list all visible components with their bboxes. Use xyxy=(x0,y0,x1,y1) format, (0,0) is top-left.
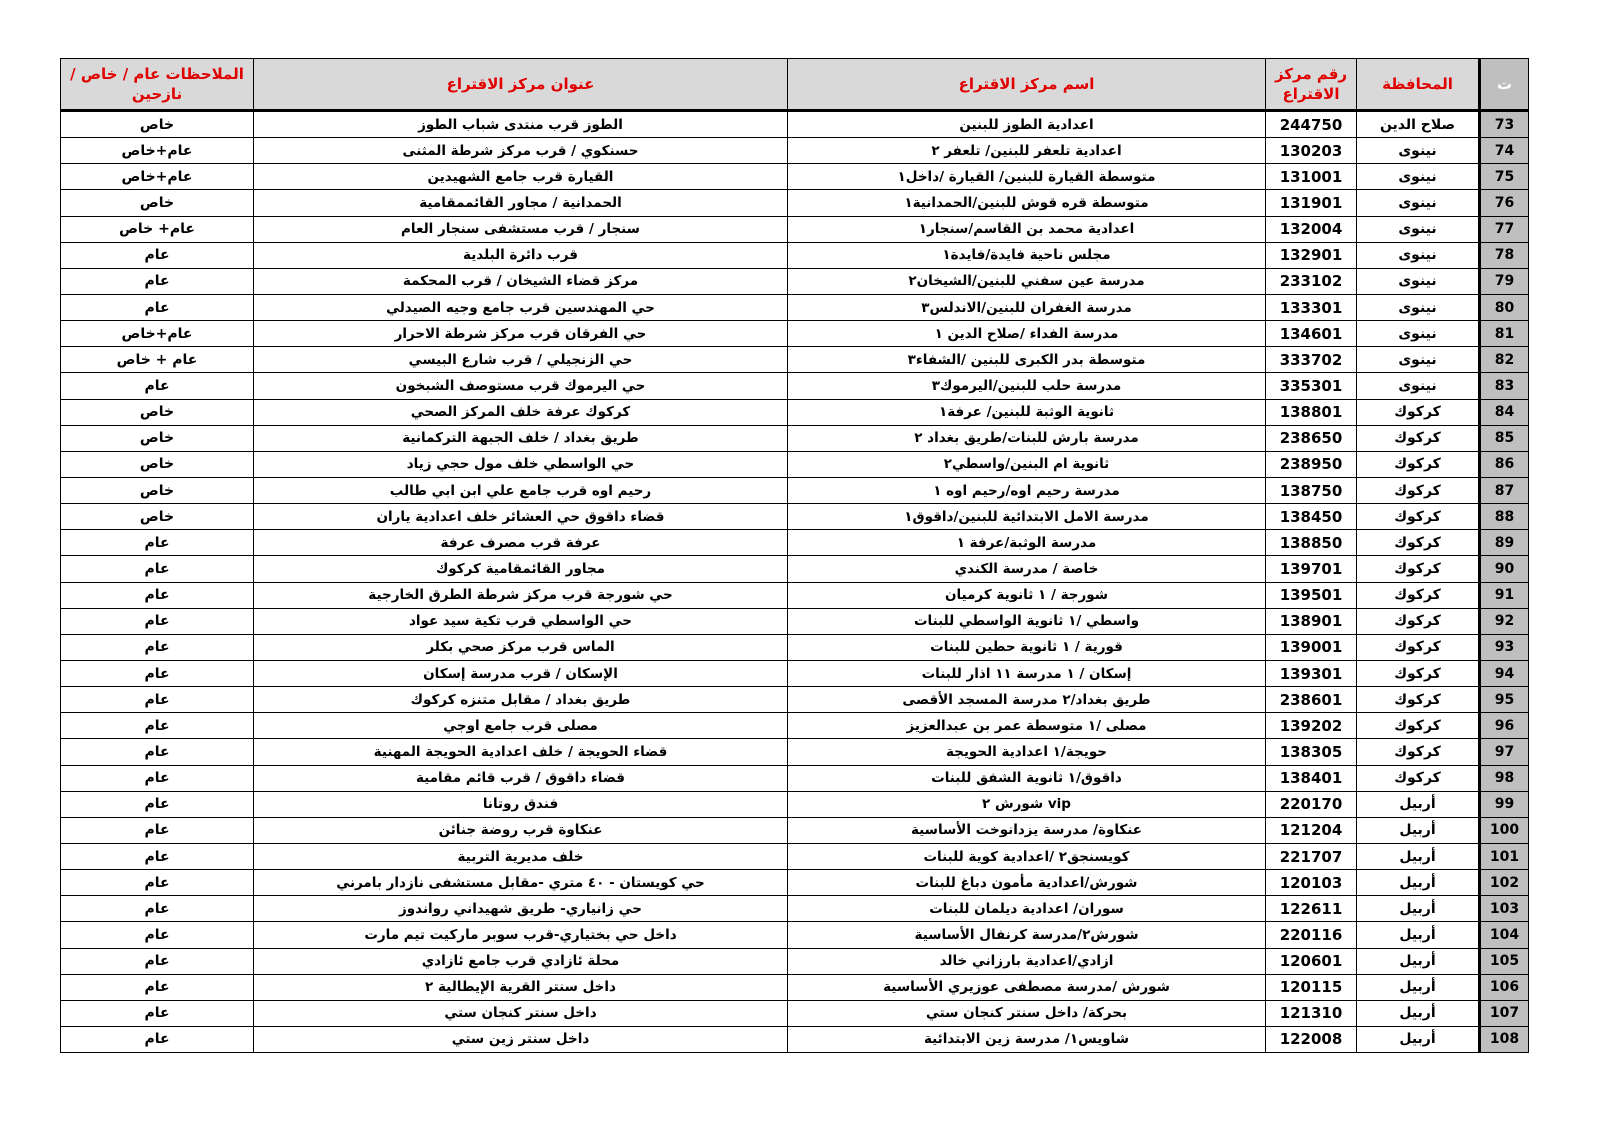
governorate-cell: كركوك xyxy=(1357,451,1480,477)
center-code-cell: 131901 xyxy=(1266,190,1357,216)
governorate-cell: أربيل xyxy=(1357,870,1480,896)
governorate-cell: أربيل xyxy=(1357,974,1480,1000)
row-index: 75 xyxy=(1480,164,1529,190)
center-code-cell: 120601 xyxy=(1266,948,1357,974)
governorate-cell: نينوى xyxy=(1357,321,1480,347)
notes-cell: عام xyxy=(61,896,254,922)
center-code-cell: 333702 xyxy=(1266,347,1357,373)
row-index: 95 xyxy=(1480,687,1529,713)
center-name-cell: ثانوية الوثبة للبنين/ عرفة١ xyxy=(788,399,1266,425)
center-address-cell: الطوز قرب منتدى شباب الطوز xyxy=(254,111,788,138)
table-row xyxy=(61,1000,1529,1026)
header-center-address: عنوان مركز الاقتراع xyxy=(254,59,788,111)
governorate-cell: كركوك xyxy=(1357,530,1480,556)
notes-cell: عام xyxy=(61,242,254,268)
notes-cell: خاص xyxy=(61,111,254,138)
center-name-cell: مدرسة بارش للبنات/طريق بغداد ٢ xyxy=(788,425,1266,451)
center-code-cell: 138750 xyxy=(1266,477,1357,503)
center-name-cell: اعدادية تلعفر للبنين/ تلعفر ٢ xyxy=(788,138,1266,164)
center-name-cell: شورش/اعدادية مأمون دباغ للبنات xyxy=(788,870,1266,896)
row-index: 86 xyxy=(1480,451,1529,477)
table-row xyxy=(61,530,1529,556)
center-name-cell: مدرسة الغفران للبنين/الاندلس٣ xyxy=(788,294,1266,320)
center-address-cell: مجاور القائمقامية كركوك xyxy=(254,556,788,582)
center-code-cell: 220170 xyxy=(1266,791,1357,817)
table-row xyxy=(61,477,1529,503)
row-index: 104 xyxy=(1480,922,1529,948)
notes-cell: عام xyxy=(61,791,254,817)
table-row xyxy=(61,373,1529,399)
center-code-cell: 121204 xyxy=(1266,817,1357,843)
center-address-cell: فندق روتانا xyxy=(254,791,788,817)
row-index: 73 xyxy=(1480,111,1529,138)
row-index: 83 xyxy=(1480,373,1529,399)
row-index: 87 xyxy=(1480,477,1529,503)
table-row xyxy=(61,660,1529,686)
notes-cell: عام+خاص xyxy=(61,321,254,347)
governorate-cell: أربيل xyxy=(1357,896,1480,922)
center-address-cell: حي كويستان - ٤٠ متري -مقابل مستشفى نازدار بامرني xyxy=(254,870,788,896)
governorate-cell: أربيل xyxy=(1357,1000,1480,1026)
center-address-cell: الحمدانية / مجاور القائممقامية xyxy=(254,190,788,216)
center-code-cell: 120103 xyxy=(1266,870,1357,896)
row-index: 98 xyxy=(1480,765,1529,791)
governorate-cell: كركوك xyxy=(1357,582,1480,608)
notes-cell: عام xyxy=(61,1026,254,1052)
governorate-cell: نينوى xyxy=(1357,242,1480,268)
notes-cell: عام xyxy=(61,687,254,713)
row-index: 93 xyxy=(1480,634,1529,660)
row-index: 76 xyxy=(1480,190,1529,216)
notes-cell: خاص xyxy=(61,504,254,530)
center-name-cell: مدرسة الامل الابتدائية للبنين/داقوق١ xyxy=(788,504,1266,530)
center-code-cell: 335301 xyxy=(1266,373,1357,399)
notes-cell: عام xyxy=(61,373,254,399)
center-code-cell: 233102 xyxy=(1266,268,1357,294)
center-name-cell: سوران/ اعدادية ديلمان للبنات xyxy=(788,896,1266,922)
center-code-cell: 133301 xyxy=(1266,294,1357,320)
row-index: 89 xyxy=(1480,530,1529,556)
center-code-cell: 130203 xyxy=(1266,138,1357,164)
table-row xyxy=(61,739,1529,765)
center-code-cell: 139301 xyxy=(1266,660,1357,686)
center-address-cell: عرفة قرب مصرف عرفة xyxy=(254,530,788,556)
center-code-cell: 132901 xyxy=(1266,242,1357,268)
governorate-cell: أربيل xyxy=(1357,843,1480,869)
center-code-cell: 120115 xyxy=(1266,974,1357,1000)
center-code-cell: 139701 xyxy=(1266,556,1357,582)
notes-cell: عام xyxy=(61,974,254,1000)
governorate-cell: نينوى xyxy=(1357,164,1480,190)
header-center-name: اسم مركز الاقتراع xyxy=(788,59,1266,111)
table-body xyxy=(61,111,1529,1053)
row-index: 94 xyxy=(1480,660,1529,686)
table-row xyxy=(61,268,1529,294)
center-address-cell: سنجار / قرب مستشفى سنجار العام xyxy=(254,216,788,242)
notes-cell: عام xyxy=(61,268,254,294)
header-center-code: رقم مركز الاقتراع xyxy=(1266,59,1357,111)
governorate-cell: نينوى xyxy=(1357,373,1480,399)
notes-cell: عام xyxy=(61,817,254,843)
center-code-cell: 139202 xyxy=(1266,713,1357,739)
center-name-cell: مجلس ناحية فايدة/فايدة١ xyxy=(788,242,1266,268)
table-row xyxy=(61,425,1529,451)
table-row xyxy=(61,111,1529,138)
table-row xyxy=(61,347,1529,373)
row-index: 101 xyxy=(1480,843,1529,869)
row-index: 78 xyxy=(1480,242,1529,268)
notes-cell: عام xyxy=(61,556,254,582)
center-code-cell: 138801 xyxy=(1266,399,1357,425)
governorate-cell: كركوك xyxy=(1357,425,1480,451)
center-address-cell: حي شورجة قرب مركز شرطة الطرق الخارجية xyxy=(254,582,788,608)
center-code-cell: 138401 xyxy=(1266,765,1357,791)
center-code-cell: 139501 xyxy=(1266,582,1357,608)
center-address-cell: قضاء الحويجة / خلف اعدادية الحويجة المهنية xyxy=(254,739,788,765)
governorate-cell: كركوك xyxy=(1357,739,1480,765)
center-name-cell: كويسنجق٢ /اعدادية كوية للبنات xyxy=(788,843,1266,869)
governorate-cell: كركوك xyxy=(1357,504,1480,530)
center-code-cell: 121310 xyxy=(1266,1000,1357,1026)
center-name-cell: مدرسة رحيم اوه/رحيم اوه ١ xyxy=(788,477,1266,503)
notes-cell: عام xyxy=(61,739,254,765)
row-index: 85 xyxy=(1480,425,1529,451)
notes-cell: عام xyxy=(61,530,254,556)
governorate-cell: نينوى xyxy=(1357,216,1480,242)
table-row xyxy=(61,765,1529,791)
governorate-cell: نينوى xyxy=(1357,294,1480,320)
table-row xyxy=(61,556,1529,582)
table-row xyxy=(61,216,1529,242)
center-address-cell: عنكاوة قرب روضة جنائن xyxy=(254,817,788,843)
table-row xyxy=(61,791,1529,817)
governorate-cell: أربيل xyxy=(1357,791,1480,817)
governorate-cell: كركوك xyxy=(1357,556,1480,582)
center-name-cell: مدرسة الفداء /صلاح الدين ١ xyxy=(788,321,1266,347)
center-code-cell: 138305 xyxy=(1266,739,1357,765)
center-address-cell: حي الواسطي قرب تكية سيد عواد xyxy=(254,608,788,634)
notes-cell: عام xyxy=(61,634,254,660)
center-name-cell: طريق بغداد/٢ مدرسة المسجد الأقصى xyxy=(788,687,1266,713)
center-code-cell: 244750 xyxy=(1266,111,1357,138)
center-address-cell: قرب دائرة البلدية xyxy=(254,242,788,268)
governorate-cell: كركوك xyxy=(1357,765,1480,791)
table-row xyxy=(61,948,1529,974)
row-index: 97 xyxy=(1480,739,1529,765)
table-row xyxy=(61,817,1529,843)
governorate-cell: كركوك xyxy=(1357,713,1480,739)
governorate-cell: كركوك xyxy=(1357,634,1480,660)
notes-cell: خاص xyxy=(61,399,254,425)
governorate-cell: كركوك xyxy=(1357,399,1480,425)
center-name-cell: ثانوية ام البنين/واسطي٢ xyxy=(788,451,1266,477)
governorate-cell: نينوى xyxy=(1357,190,1480,216)
center-name-cell: شورش /مدرسة مصطفى عوزيري الأساسية xyxy=(788,974,1266,1000)
table-header xyxy=(61,59,1529,111)
center-address-cell: حي الواسطي خلف مول حجي زياد xyxy=(254,451,788,477)
table-row xyxy=(61,687,1529,713)
notes-cell: عام+ خاص xyxy=(61,216,254,242)
governorate-cell: أربيل xyxy=(1357,922,1480,948)
center-name-cell: شاويس١/ مدرسة زين الابتدائية xyxy=(788,1026,1266,1052)
center-address-cell: داخل سنتر زين ستي xyxy=(254,1026,788,1052)
notes-cell: عام xyxy=(61,843,254,869)
center-address-cell: داخل سنتر القرية الإيطالية ٢ xyxy=(254,974,788,1000)
table-row xyxy=(61,451,1529,477)
center-code-cell: 138850 xyxy=(1266,530,1357,556)
center-code-cell: 122611 xyxy=(1266,896,1357,922)
notes-cell: عام xyxy=(61,608,254,634)
table-row xyxy=(61,634,1529,660)
row-index: 106 xyxy=(1480,974,1529,1000)
center-name-cell: شورجة / ١ ثانوية كرميان xyxy=(788,582,1266,608)
row-index: 80 xyxy=(1480,294,1529,320)
center-name-cell: واسطي /١ ثانوية الواسطي للبنات xyxy=(788,608,1266,634)
center-address-cell: داخل سنتر كنجان ستي xyxy=(254,1000,788,1026)
governorate-cell: كركوك xyxy=(1357,477,1480,503)
table-row xyxy=(61,843,1529,869)
center-address-cell: حي زانياري- طريق شهيداني رواندوز xyxy=(254,896,788,922)
center-name-cell: اعدادية الطوز للبنين xyxy=(788,111,1266,138)
center-name-cell: متوسطة قره قوش للبنين/الحمدانية١ xyxy=(788,190,1266,216)
notes-cell: عام xyxy=(61,870,254,896)
notes-cell: عام xyxy=(61,765,254,791)
center-code-cell: 122008 xyxy=(1266,1026,1357,1052)
center-code-cell: 134601 xyxy=(1266,321,1357,347)
center-code-cell: 221707 xyxy=(1266,843,1357,869)
notes-cell: عام xyxy=(61,948,254,974)
center-name-cell: vip شورش ٢ xyxy=(788,791,1266,817)
center-code-cell: 220116 xyxy=(1266,922,1357,948)
center-name-cell: مدرسة الوثبة/عرفة ١ xyxy=(788,530,1266,556)
table-row xyxy=(61,870,1529,896)
row-index: 74 xyxy=(1480,138,1529,164)
center-code-cell: 238950 xyxy=(1266,451,1357,477)
row-index: 96 xyxy=(1480,713,1529,739)
notes-cell: خاص xyxy=(61,451,254,477)
notes-cell: خاص xyxy=(61,190,254,216)
center-address-cell: طريق بغداد / مقابل متنزه كركوك xyxy=(254,687,788,713)
row-index: 84 xyxy=(1480,399,1529,425)
center-code-cell: 131001 xyxy=(1266,164,1357,190)
center-name-cell: مدرسة عين سفني للبنين/الشيخان٢ xyxy=(788,268,1266,294)
table-row xyxy=(61,190,1529,216)
center-code-cell: 138450 xyxy=(1266,504,1357,530)
header-row xyxy=(61,59,1529,111)
table-row xyxy=(61,896,1529,922)
center-code-cell: 139001 xyxy=(1266,634,1357,660)
center-code-cell: 238601 xyxy=(1266,687,1357,713)
center-address-cell: مصلى قرب جامع اوجي xyxy=(254,713,788,739)
center-name-cell: داقوق/١ ثانوية الشفق للبنات xyxy=(788,765,1266,791)
table-row xyxy=(61,294,1529,320)
center-address-cell: طريق بغداد / خلف الجبهة التركمانية xyxy=(254,425,788,451)
notes-cell: عام xyxy=(61,922,254,948)
center-address-cell: قضاء داقوق حي العشائر خلف اعدادية ياران xyxy=(254,504,788,530)
header-governorate: المحافظة xyxy=(1357,59,1480,111)
table-row xyxy=(61,922,1529,948)
table-row xyxy=(61,608,1529,634)
row-index: 102 xyxy=(1480,870,1529,896)
notes-cell: عام + خاص xyxy=(61,347,254,373)
row-index: 88 xyxy=(1480,504,1529,530)
table-row xyxy=(61,242,1529,268)
notes-cell: عام xyxy=(61,660,254,686)
governorate-cell: صلاح الدين xyxy=(1357,111,1480,138)
notes-cell: عام+خاص xyxy=(61,164,254,190)
row-index: 92 xyxy=(1480,608,1529,634)
row-index: 77 xyxy=(1480,216,1529,242)
notes-cell: عام+خاص xyxy=(61,138,254,164)
center-name-cell: عنكاوة/ مدرسة يزدانوخت الأساسية xyxy=(788,817,1266,843)
center-name-cell: حويجة/١ اعدادية الحويجة xyxy=(788,739,1266,765)
table-row xyxy=(61,582,1529,608)
center-address-cell: قضاء داقوق / قرب قائم مقامية xyxy=(254,765,788,791)
header-notes: الملاحظات عام / خاص / نازحين xyxy=(61,59,254,111)
row-index: 107 xyxy=(1480,1000,1529,1026)
center-code-cell: 238650 xyxy=(1266,425,1357,451)
center-address-cell: خلف مديرية التربية xyxy=(254,843,788,869)
governorate-cell: نينوى xyxy=(1357,138,1480,164)
center-address-cell: القيارة قرب جامع الشهيدين xyxy=(254,164,788,190)
center-address-cell: حي المهندسين قرب جامع وجيه الصيدلي xyxy=(254,294,788,320)
center-address-cell: داخل حي بختياري-قرب سوبر ماركيت تيم مارت xyxy=(254,922,788,948)
table-row xyxy=(61,321,1529,347)
center-name-cell: شورش٢/مدرسة كرنفال الأساسية xyxy=(788,922,1266,948)
center-code-cell: 138901 xyxy=(1266,608,1357,634)
table-row xyxy=(61,138,1529,164)
polling-centers-table xyxy=(60,58,1529,1053)
notes-cell: عام xyxy=(61,713,254,739)
center-address-cell: حسنكوي / قرب مركز شرطة المثنى xyxy=(254,138,788,164)
table-row xyxy=(61,713,1529,739)
row-index: 103 xyxy=(1480,896,1529,922)
center-name-cell: اعدادية محمد بن القاسم/سنجار١ xyxy=(788,216,1266,242)
notes-cell: عام xyxy=(61,1000,254,1026)
center-address-cell: محلة ئازادي قرب جامع ئازادي xyxy=(254,948,788,974)
governorate-cell: كركوك xyxy=(1357,608,1480,634)
center-address-cell: حي الزنجيلي / قرب شارع البيسي xyxy=(254,347,788,373)
row-index: 99 xyxy=(1480,791,1529,817)
center-name-cell: مدرسة حلب للبنين/اليرموك٣ xyxy=(788,373,1266,399)
row-index: 108 xyxy=(1480,1026,1529,1052)
row-index: 90 xyxy=(1480,556,1529,582)
table-row xyxy=(61,399,1529,425)
table-row xyxy=(61,974,1529,1000)
center-address-cell: مركز قضاء الشيخان / قرب المحكمة xyxy=(254,268,788,294)
notes-cell: عام xyxy=(61,582,254,608)
header-index: ت xyxy=(1480,59,1529,111)
center-name-cell: متوسطة القيارة للبنين/ القيارة /داخل١ xyxy=(788,164,1266,190)
center-name-cell: بحركة/ داخل سنتر كنجان ستي xyxy=(788,1000,1266,1026)
table-row xyxy=(61,1026,1529,1052)
center-name-cell: مصلى /١ متوسطة عمر بن عبدالعزيز xyxy=(788,713,1266,739)
row-index: 105 xyxy=(1480,948,1529,974)
center-address-cell: كركوك عرفة خلف المركز الصحي xyxy=(254,399,788,425)
center-address-cell: الماس قرب مركز صحي بكلر xyxy=(254,634,788,660)
center-name-cell: إسكان / ١ مدرسة ١١ اذار للبنات xyxy=(788,660,1266,686)
center-name-cell: متوسطة بدر الكبرى للبنين /الشفاء٣ xyxy=(788,347,1266,373)
notes-cell: عام xyxy=(61,294,254,320)
center-address-cell: الإسكان / قرب مدرسة إسكان xyxy=(254,660,788,686)
row-index: 82 xyxy=(1480,347,1529,373)
governorate-cell: كركوك xyxy=(1357,660,1480,686)
row-index: 91 xyxy=(1480,582,1529,608)
governorate-cell: كركوك xyxy=(1357,687,1480,713)
governorate-cell: أربيل xyxy=(1357,948,1480,974)
notes-cell: خاص xyxy=(61,425,254,451)
governorate-cell: أربيل xyxy=(1357,817,1480,843)
governorate-cell: نينوى xyxy=(1357,268,1480,294)
governorate-cell: أربيل xyxy=(1357,1026,1480,1052)
center-name-cell: ازادي/اعدادية بارزاني خالد xyxy=(788,948,1266,974)
row-index: 81 xyxy=(1480,321,1529,347)
center-name-cell: خاصة / مدرسة الكندي xyxy=(788,556,1266,582)
center-address-cell: حي الفرقان قرب مركز شرطة الاحرار xyxy=(254,321,788,347)
governorate-cell: نينوى xyxy=(1357,347,1480,373)
row-index: 100 xyxy=(1480,817,1529,843)
center-code-cell: 132004 xyxy=(1266,216,1357,242)
center-address-cell: حي اليرموك قرب مستوصف الشبخون xyxy=(254,373,788,399)
notes-cell: خاص xyxy=(61,477,254,503)
center-name-cell: قورية / ١ ثانوية حطين للبنات xyxy=(788,634,1266,660)
table-row xyxy=(61,504,1529,530)
row-index: 79 xyxy=(1480,268,1529,294)
center-address-cell: رحيم اوه قرب جامع علي ابن ابي طالب xyxy=(254,477,788,503)
table-row xyxy=(61,164,1529,190)
